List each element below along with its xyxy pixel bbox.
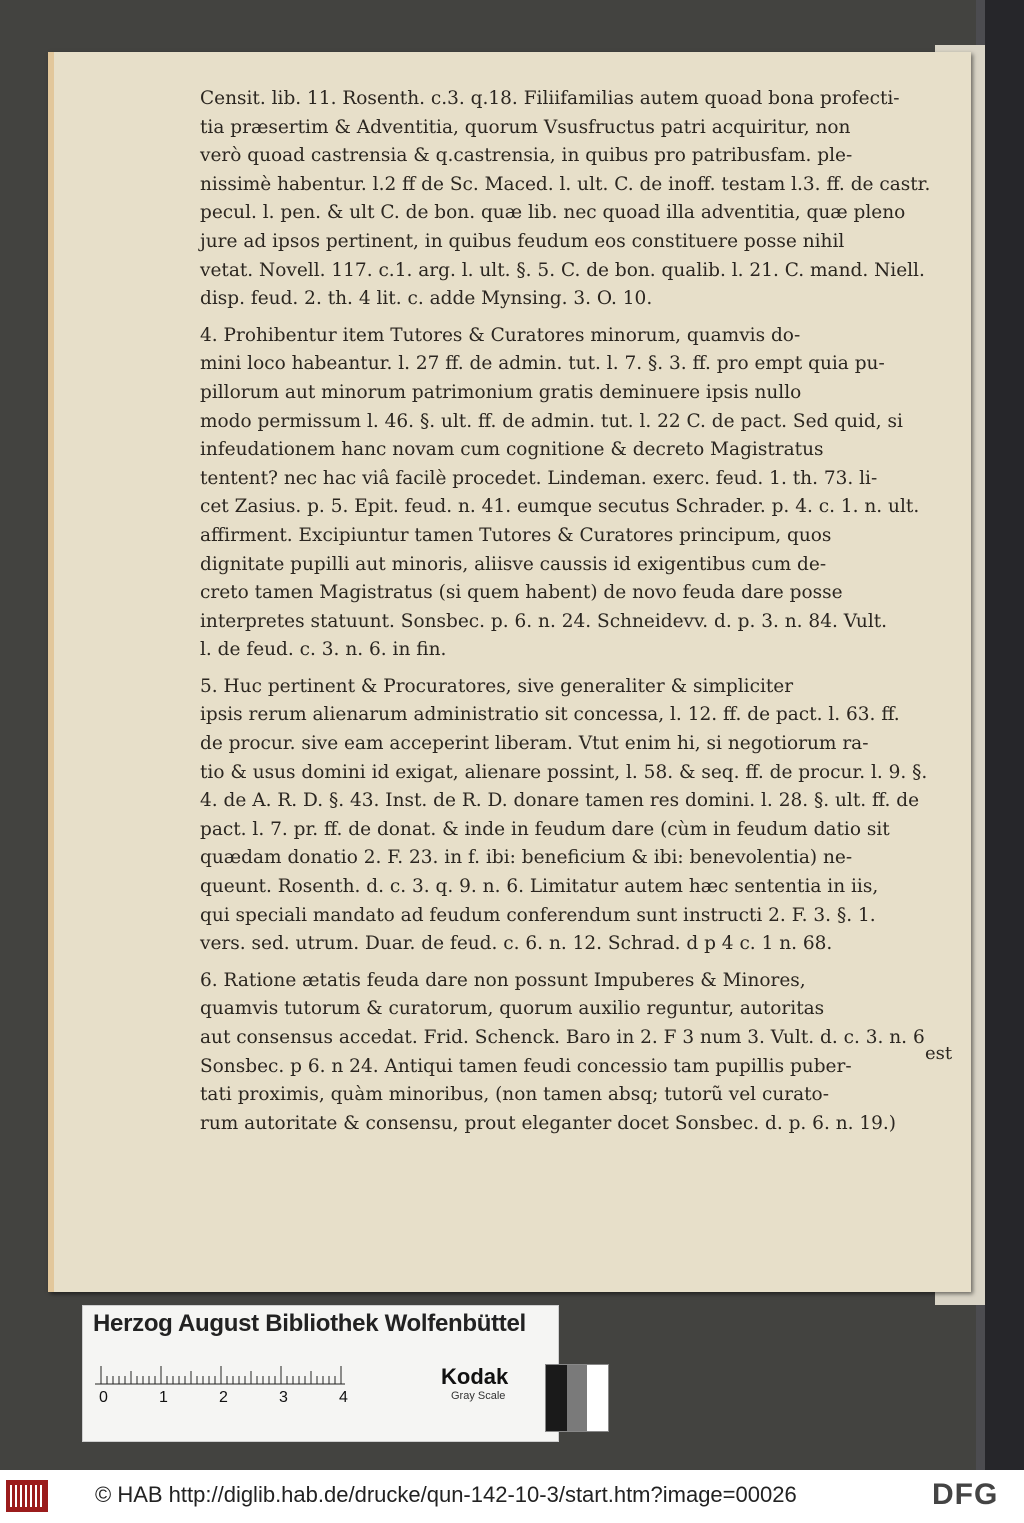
footer-bar bbox=[0, 1470, 1024, 1523]
text-line: aut consensus accedat. Frid. Schenck. Baro in 2. F 3 num 3. Vult. d. c. 3. n. 6 bbox=[200, 1027, 925, 1048]
text-line: interpretes statuunt. Sonsbec. p. 6. n. 24. Schneidevv. d. p. 3. n. 84. Vult. bbox=[200, 610, 888, 632]
text-line: 4. de A. R. D. §. 43. Inst. de R. D. donare tamen res domini. l. 28. §. ult. ff. de bbox=[200, 790, 920, 812]
text-line: jure ad ipsos pertinent, in quibus feudum eos constituere posse nihil bbox=[200, 230, 845, 252]
paragraph-gap bbox=[200, 665, 950, 673]
ruler-number: 4 bbox=[339, 1389, 348, 1406]
hab-logo-icon bbox=[6, 1480, 48, 1512]
text-line: pillorum aut minorum patrimonium gratis deminuere ipsis nullo bbox=[200, 381, 802, 403]
dfg-logo: DFG bbox=[932, 1478, 999, 1511]
ruler-number: 1 bbox=[159, 1389, 168, 1406]
text-line: tati proximis, quàm minoribus, (non tamen absq; tutorũ vel curato- bbox=[200, 1084, 829, 1106]
text-line: creto tamen Magistratus (si quem habent) de novo feuda dare posse bbox=[200, 582, 843, 604]
color-calibration-bar bbox=[82, 1305, 559, 1442]
text-line: Censit. lib. 11. Rosenth. c.3. q.18. Filiifamilias autem quoad bona profecti- bbox=[200, 88, 900, 109]
text-line: tio & usus domini id exigat, alienare possint, l. 58. & seq. ff. de procur. l. 9. §. bbox=[200, 761, 928, 783]
text-line: rum autoritate & consensu, prout eleganter docet Sonsbec. d. p. 6. n. 19.) bbox=[200, 1112, 897, 1134]
text-line: verò quoad castrensia & q.castrensia, in quibus pro patribusfam. ple- bbox=[200, 145, 853, 167]
text-line: quædam donatio 2. F. 23. in f. ibi: beneficium & ibi: benevolentia) ne- bbox=[200, 847, 853, 869]
text-line: tia præsertim & Adventitia, quorum Vsusfructus patri acquiritur, non bbox=[200, 116, 851, 138]
text-line: modo permissum l. 46. §. ult. ff. de admin. tut. l. 22 C. de pact. Sed quid, si bbox=[200, 410, 903, 432]
text-line: 4. Prohibentur item Tutores & Curatores minorum, quamvis do- bbox=[200, 324, 801, 346]
text-line: ipsis rerum alienarum administratio sit concessa, l. 12. ff. de pact. l. 63. ff. bbox=[200, 704, 900, 726]
text-line: quamvis tutorum & curatorum, quorum auxilio reguntur, autoritas bbox=[200, 998, 825, 1020]
ruler-number: 3 bbox=[279, 1389, 288, 1406]
text-line: tentent? nec hac viâ facilè procedet. Lindeman. exerc. feud. 1. th. 73. li- bbox=[200, 467, 878, 489]
text-line: affirment. Excipiuntur tamen Tutores & Curatores principum, quos bbox=[200, 524, 832, 546]
text-line: infeudationem hanc novam cum cognitione & decreto Magistratus bbox=[200, 439, 824, 461]
catchword: est bbox=[925, 1043, 953, 1064]
text-line: nissimè habentur. l.2 ff de Sc. Maced. l. ult. C. de inoff. testam l.3. ff. de castr. bbox=[200, 173, 931, 195]
gray-swatch bbox=[546, 1365, 567, 1431]
copyright-url[interactable]: © HAB http://diglib.hab.de/drucke/qun-142-10-3/start.htm?image=00026 bbox=[95, 1482, 797, 1507]
text-line: vers. sed. utrum. Duar. de feud. c. 6. n. 12. Schrad. d p 4 c. 1 n. 68. bbox=[200, 933, 833, 955]
text-line: dignitate pupilli aut minoris, aliisve caussis id exigentibus cum de- bbox=[200, 553, 827, 575]
kodak-logo: Kodak bbox=[441, 1364, 509, 1389]
text-line: cet Zasius. p. 5. Epit. feud. n. 41. eumque secutus Schrader. p. 4. c. 1. n. ult. bbox=[200, 496, 920, 518]
gray-swatch bbox=[567, 1365, 588, 1431]
page-text bbox=[200, 85, 953, 1138]
ruler-number: 2 bbox=[219, 1389, 228, 1406]
text-line: Sonsbec. p 6. n 24. Antiqui tamen feudi concessio tam pupillis puber- bbox=[200, 1055, 852, 1077]
gray-swatch bbox=[587, 1365, 608, 1431]
dark-board bbox=[985, 0, 1024, 1470]
text-line: vetat. Novell. 117. c.1. arg. l. ult. §. 5. C. de bon. qualib. l. 21. C. mand. Niell. bbox=[200, 259, 925, 281]
ruler-scale bbox=[95, 1364, 348, 1406]
gray-scale-label: Gray Scale bbox=[451, 1390, 506, 1402]
text-line: l. de feud. c. 3. n. 6. in fin. bbox=[200, 639, 447, 661]
paragraph-gap bbox=[200, 314, 950, 322]
text-line: pecul. l. pen. & ult C. de bon. quæ lib. nec quoad illa adventitia, quæ pleno bbox=[200, 202, 906, 224]
ruler-number: 0 bbox=[99, 1389, 108, 1406]
text-line: 6. Ratione ætatis feuda dare non possunt Impuberes & Minores, bbox=[200, 969, 806, 991]
text-line: disp. feud. 2. th. 4 lit. c. adde Mynsing. 3. O. 10. bbox=[200, 288, 653, 310]
text-line: de procur. sive eam acceperint liberam. Vtut enim hi, si negotiorum ra- bbox=[200, 733, 869, 755]
text-line: 5. Huc pertinent & Procuratores, sive generaliter & simpliciter bbox=[200, 675, 794, 697]
paragraph-gap bbox=[200, 959, 950, 967]
institution-name: Herzog August Bibliothek Wolfenbüttel bbox=[93, 1310, 526, 1337]
gray-swatches bbox=[545, 1364, 609, 1432]
text-line: mini loco habeantur. l. 27 ff. de admin. tut. l. 7. §. 3. ff. pro empt quia pu- bbox=[200, 353, 885, 375]
text-line: queunt. Rosenth. d. c. 3. q. 9. n. 6. Limitatur autem hæc sententia in iis, bbox=[200, 876, 879, 898]
text-line: qui speciali mandato ad feudum conferendum sunt instructi 2. F. 3. §. 1. bbox=[200, 904, 876, 926]
text-line: pact. l. 7. pr. ff. de donat. & inde in feudum dare (cùm in feudum datio sit bbox=[200, 818, 890, 840]
